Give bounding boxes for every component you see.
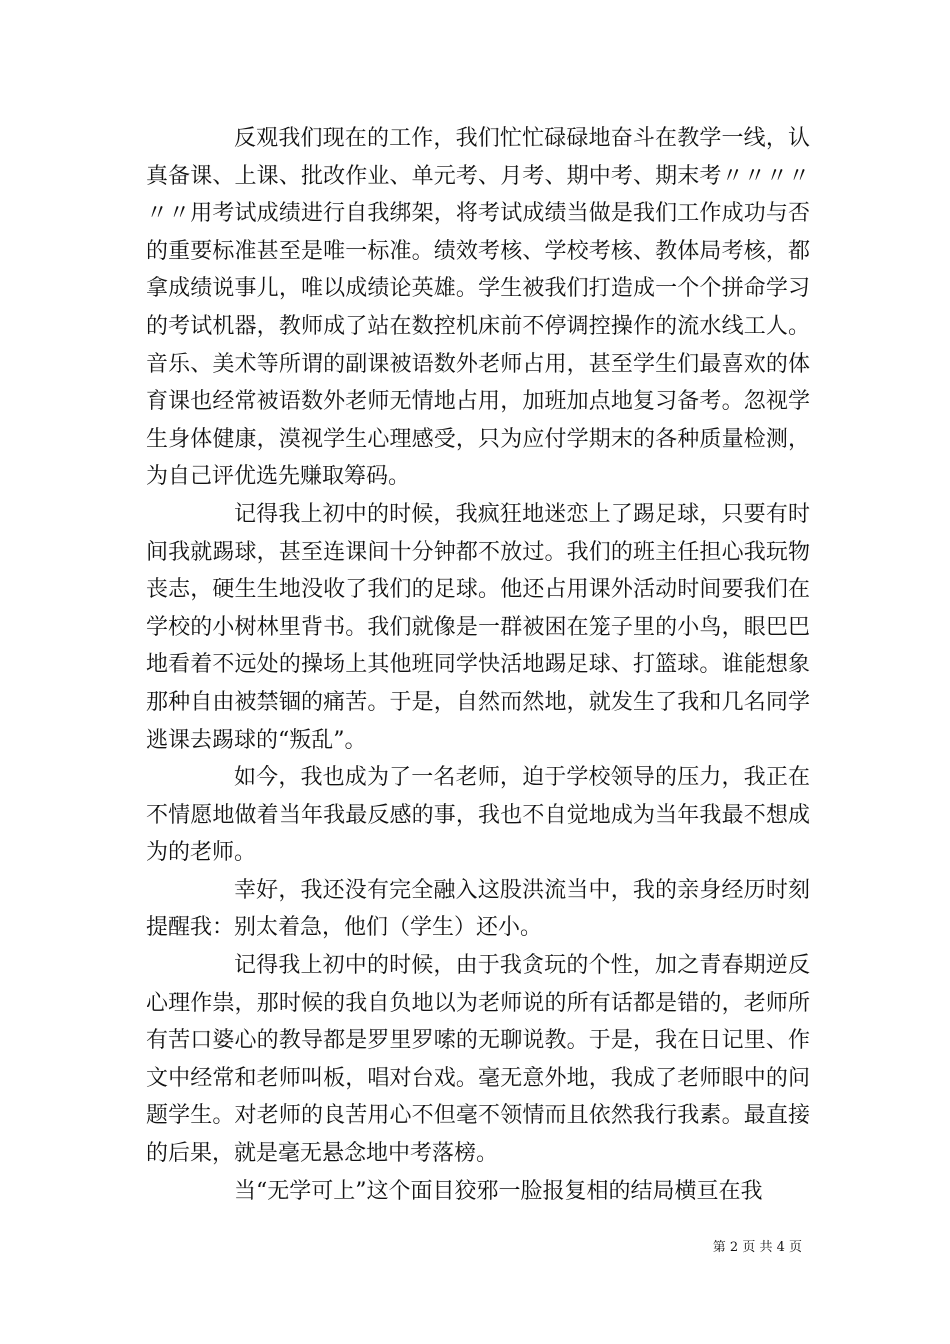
paragraph-1: 反观我们现在的工作，我们忙忙碌碌地奋斗在教学一线，认真备课、上课、批改作业、单元考、月考、期中考、期末考〃〃〃〃〃〃用考试成绩进行自我绑架，将考试成绩当做是我们工作成功与否的重要标准甚至是唯一标准。绩效考核、学校考核、教体局考核，都拿成绩说事儿，唯以成绩论英雄。学生被我们打造成一个个拼命学习的考试机器，教师成了站在数控机床前不停调控操作的流水线工人。音乐、美术等所谓的副课被语数外老师占用，甚至学生们最喜欢的体育课也经常被语数外老师无情地占用，加班加点地复习备考。忽视学生身体健康，漠视学生心理感受，只为应付学期末的各种质量检测，为自己评优选先赚取筹码。 (146, 126, 810, 490)
document-body (146, 120, 810, 1210)
page-number-footer: 第 2 页 共 4 页 (712, 1240, 802, 1255)
paragraph-4: 幸好，我还没有完全融入这股洪流当中，我的亲身经历时刻提醒我：别太着急，他们（学生）还小。 (146, 877, 810, 941)
paragraph-5: 记得我上初中的时候，由于我贪玩的个性，加之青春期逆反心理作祟，那时候的我自负地以为老师说的所有话都是错的，老师所有苦口婆心的教导都是罗里罗嗦的无聊说教。于是，我在日记里、作文中经常和老师叫板，唱对台戏。毫无意外地，我成了老师眼中的问题学生。对老师的良苦用心不但毫不领情而且依然我行我素。最直接的后果，就是毫无悬念地中考落榜。 (146, 953, 810, 1167)
paragraph-6: 当“无学可上”这个面目狡邪一脸报复相的结局横亘在我 (234, 1178, 763, 1204)
paragraph-2: 记得我上初中的时候，我疯狂地迷恋上了踢足球，只要有时间我就踢球，甚至连课间十分钟都不放过。我们的班主任担心我玩物丧志，硬生生地没收了我们的足球。他还占用课外活动时间要我们在学校的小树林里背书。我们就像是一群被困在笼子里的小鸟，眼巴巴地看着不远处的操场上其他班同学快活地踢足球、打篮球。谁能想象那种自由被禁锢的痛苦。于是，自然而然地，就发生了我和几名同学逃课去踢球的“叛乱”。 (146, 501, 810, 753)
paragraph-3: 如今，我也成为了一名老师，迫于学校领导的压力，我正在不情愿地做着当年我最反感的事，我也不自觉地成为当年我最不想成为的老师。 (146, 765, 810, 866)
